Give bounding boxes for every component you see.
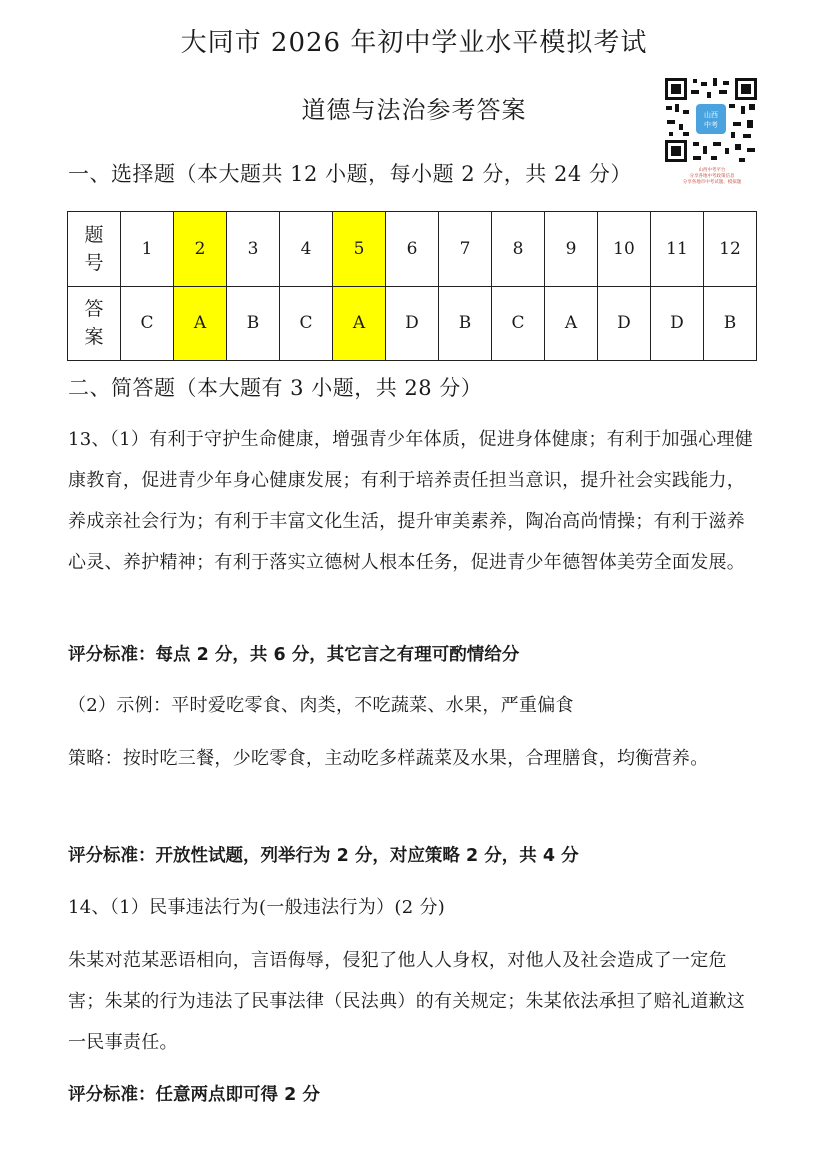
answer-cell: D bbox=[598, 286, 651, 361]
qr-caption: 山西中考平台 分享各地中考政策信息 分享各地市中考试题、模拟题 bbox=[682, 168, 742, 185]
q13-part2-example: （2）示例：平时爱吃零食、肉类，不吃蔬菜、水果，严重偏食 bbox=[68, 695, 574, 716]
row-label-question: 题号 bbox=[68, 212, 121, 287]
question-number-row bbox=[68, 212, 757, 287]
answer-cell: C bbox=[280, 286, 333, 361]
question-number: 5 bbox=[333, 212, 386, 287]
question-number: 1 bbox=[121, 212, 174, 287]
question-number: 3 bbox=[227, 212, 280, 287]
question-number: 9 bbox=[545, 212, 598, 287]
q13-strategy: 策略：按时吃三餐，少吃零食，主动吃多样蔬菜及水果，合理膳食，均衡营养。 bbox=[68, 748, 709, 769]
question-number: 2 bbox=[174, 212, 227, 287]
q14-part1-answer: 14、（1）民事违法行为(一般违法行为）(2 分) bbox=[68, 897, 446, 918]
scoring-standard-2: 评分标准：开放性试题，列举行为 2 分，对应策略 2 分，共 4 分 bbox=[68, 846, 579, 866]
question-number: 11 bbox=[651, 212, 704, 287]
question-number: 6 bbox=[386, 212, 439, 287]
answer-cell: A bbox=[333, 286, 386, 361]
svg-text:中考: 中考 bbox=[704, 121, 718, 129]
section2-heading: 二、简答题（本大题有 3 小题，共 28 分） bbox=[68, 376, 483, 400]
answer-cell: B bbox=[227, 286, 280, 361]
question-number: 8 bbox=[492, 212, 545, 287]
answer-row bbox=[68, 286, 757, 361]
answer-cell: D bbox=[651, 286, 704, 361]
row-label-answer: 答案 bbox=[68, 286, 121, 361]
answer-cell: C bbox=[121, 286, 174, 361]
question-number: 10 bbox=[598, 212, 651, 287]
q14-explanation: 朱某对范某恶语相向，言语侮辱，侵犯了他人人身权，对他人及社会造成了一定危害；朱某的行为违法了民事法律（民法典）的有关规定；朱某依法承担了赔礼道歉这一民事责任。 bbox=[68, 950, 746, 1053]
question-number: 4 bbox=[280, 212, 333, 287]
answer-cell: D bbox=[386, 286, 439, 361]
scoring-standard-3: 评分标准：任意两点即可得 2 分 bbox=[68, 1085, 320, 1105]
question-number: 12 bbox=[704, 212, 757, 287]
scoring-standard-1: 评分标准：每点 2 分，共 6 分，其它言之有理可酌情给分 bbox=[68, 645, 520, 665]
q13-part1-answer: 13、（1）有利于守护生命健康，增强青少年体质，促进身体健康；有利于加强心理健康教育，促进青少年身心健康发展；有利于培养责任担当意识，提升社会实践能力，养成亲社会行为；有利于丰富文化生活，提升审美素养，陶冶高尚情操；有利于滋养心灵、养护精神；有利于落实立德树人根本任务，促进青少年德智体美劳全面发展。 bbox=[68, 429, 754, 573]
answer-cell: A bbox=[545, 286, 598, 361]
svg-text:山西: 山西 bbox=[704, 111, 718, 119]
answer-cell: C bbox=[492, 286, 545, 361]
question-number: 7 bbox=[439, 212, 492, 287]
answer-cell: B bbox=[704, 286, 757, 361]
answer-cell: B bbox=[439, 286, 492, 361]
answer-table bbox=[67, 211, 757, 361]
section1-heading: 一、选择题（本大题共 12 小题，每小题 2 分，共 24 分） bbox=[68, 162, 632, 186]
exam-title: 大同市 2026 年初中学业水平模拟考试 bbox=[180, 28, 648, 58]
answer-key-subtitle: 道德与法治参考答案 bbox=[301, 96, 527, 124]
answer-cell: A bbox=[174, 286, 227, 361]
qr-code-icon bbox=[663, 76, 759, 164]
